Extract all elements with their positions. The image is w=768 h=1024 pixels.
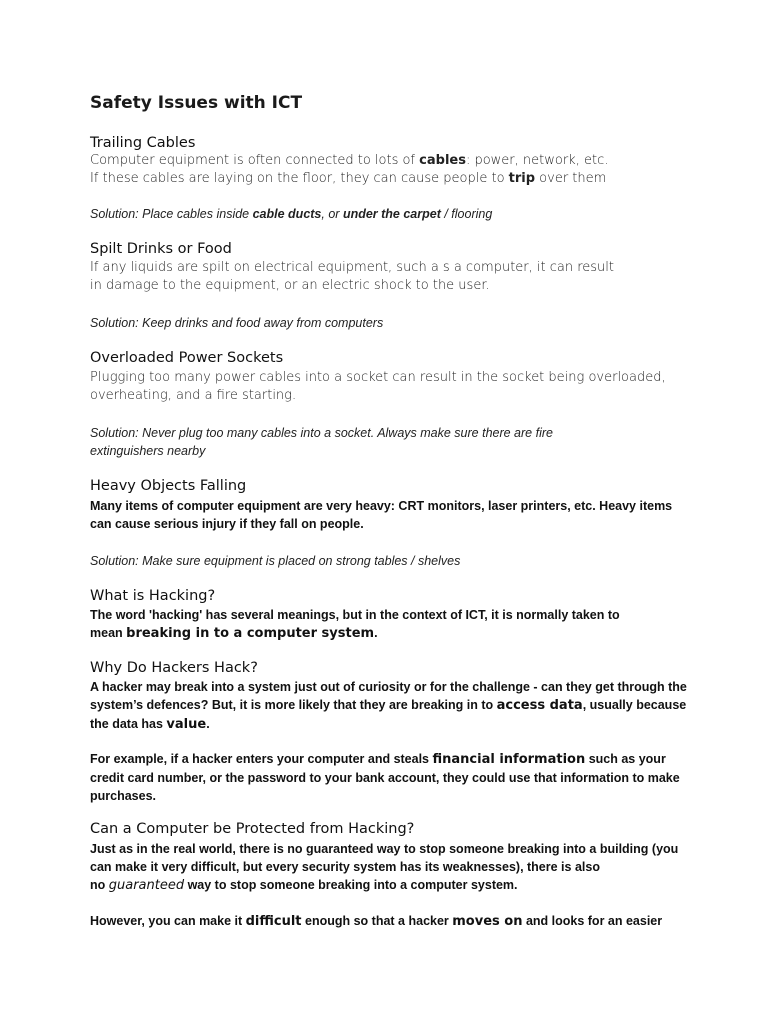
paragraph-why-hackers-hack: A hacker may break into a system just out of curiosity or for the challenge - can they get through the system’s defences? But, it is more likely that they are breaking in to access data, usually because the data has value. — [90, 680, 687, 732]
page-title: Safety Issues with ICT — [90, 93, 303, 113]
solution-trailing-cables: Solution: Place cables inside cable ducts, or under the carpet / flooring — [90, 207, 493, 221]
paragraph-overloaded-sockets: Plugging too many power cables into a socket can result in the socket being overloaded, overheating, and a fire starting. — [90, 370, 666, 403]
heading-heavy-objects: Heavy Objects Falling — [90, 478, 247, 494]
paragraph-what-is-hacking: The word 'hacking' has several meanings, but in the context of ICT, it is normally taken to mean breaking in to a computer system. — [90, 608, 620, 641]
paragraph-heavy-objects: Many items of computer equipment are very heavy: CRT monitors, laser printers, etc. Heavy items can cause serious injury if they fall on people. — [90, 499, 673, 531]
solution-overloaded-sockets: Solution: Never plug too many cables into a socket. Always make sure there are fire extinguishers nearby — [90, 426, 553, 458]
heading-spilt-drinks: Spilt Drinks or Food — [90, 241, 232, 257]
paragraph-spilt-drinks: If any liquids are spilt on electrical equipment, such a s a computer, it can result in damage to the equipment, or an electric shock to the user. — [90, 260, 614, 293]
paragraph-hacker-example: For example, if a hacker enters your computer and steals financial information such as your credit card number, or the password to your bank account, they could use that information to make purchases. — [90, 752, 680, 803]
heading-trailing-cables: Trailing Cables — [90, 135, 196, 151]
paragraph-trailing-cables: Computer equipment is often connected to lots of cables: power, network, etc. If these cables are laying on the floor, they can cause people to trip over them — [90, 153, 609, 186]
heading-overloaded-sockets: Overloaded Power Sockets — [90, 350, 284, 366]
paragraph-make-it-difficult: However, you can make it difficult enough so that a hacker moves on and looks for an easier — [90, 914, 663, 929]
heading-protected-from-hacking: Can a Computer be Protected from Hacking? — [90, 821, 415, 837]
solution-spilt-drinks: Solution: Keep drinks and food away from computers — [90, 316, 384, 330]
paragraph-protected-from-hacking: Just as in the real world, there is no guaranteed way to stop someone breaking into a building (you can make it very difficult, but every security system has its weaknesses), there is also no guaranteed way to stop someone breaking into a computer system. — [90, 842, 679, 893]
solution-heavy-objects: Solution: Make sure equipment is placed on strong tables / shelves — [90, 554, 461, 568]
heading-why-hackers-hack: Why Do Hackers Hack? — [90, 660, 258, 676]
heading-what-is-hacking: What is Hacking? — [90, 588, 216, 604]
